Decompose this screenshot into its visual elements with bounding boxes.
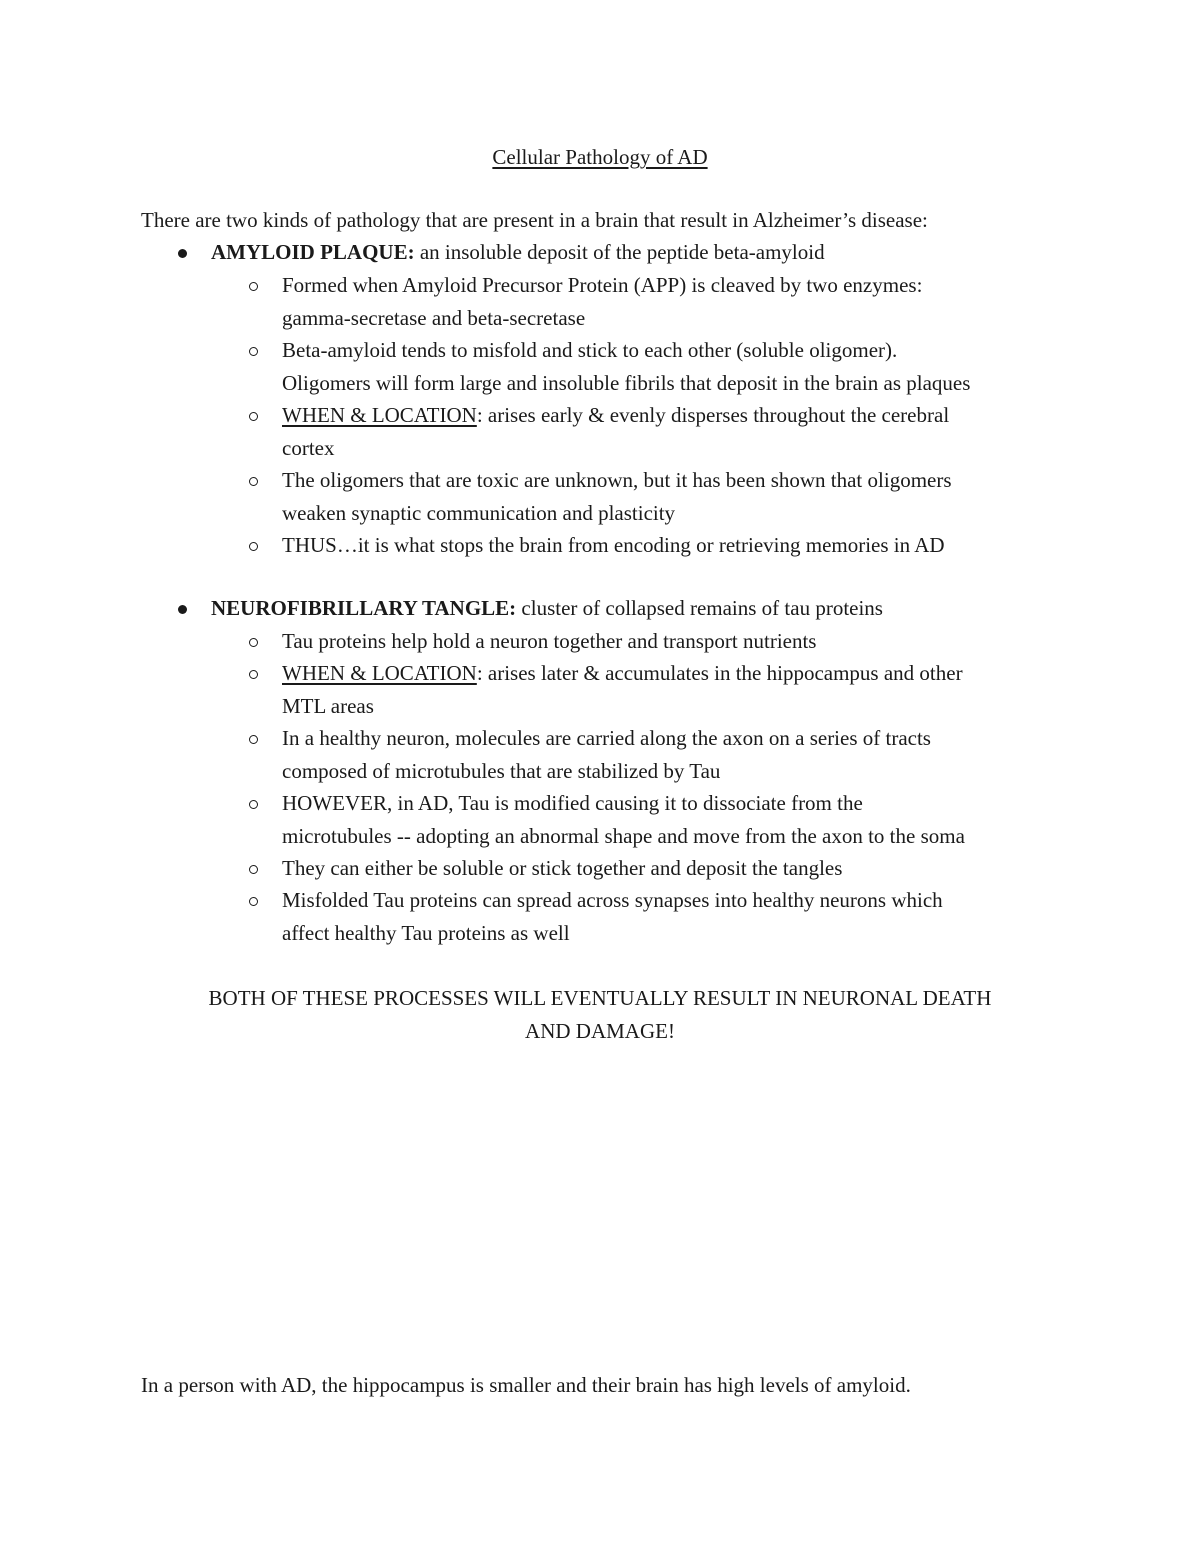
- footer-paragraph: In a person with AD, the hippocampus is smaller and their brain has high levels of amyloid.: [141, 1373, 911, 1397]
- list-item: THUS…it is what stops the brain from encoding or retrieving memories in AD: [282, 529, 1072, 562]
- sub-bullet-circle-icon: [249, 865, 258, 874]
- bullet-heading: AMYLOID PLAQUE:: [211, 240, 415, 264]
- underlined-label: WHEN & LOCATION: [282, 403, 477, 427]
- list-item: Tau proteins help hold a neuron together and transport nutrients: [282, 625, 1072, 658]
- list-item: Beta-amyloid tends to misfold and stick to each other (soluble oligomer). Oligomers will form large and insoluble fibrils that deposit in the brain as plaques: [282, 334, 1072, 399]
- underlined-label: WHEN & LOCATION: [282, 661, 477, 685]
- bullet-dot-icon: [178, 249, 187, 258]
- list-item: HOWEVER, in AD, Tau is modified causing it to dissociate from the microtubules -- adopting an abnormal shape and move from the axon to the soma: [282, 787, 1072, 852]
- sub-bullet-circle-icon: [249, 897, 258, 906]
- closing-statement: BOTH OF THESE PROCESSES WILL EVENTUALLY RESULT IN NEURONAL DEATH AND DAMAGE!: [208, 986, 992, 1043]
- sub-bullet-circle-icon: [249, 800, 258, 809]
- list-item: The oligomers that are toxic are unknown, but it has been shown that oligomers weaken synaptic communication and plasticity: [282, 464, 1072, 529]
- sub-bullet-circle-icon: [249, 412, 258, 421]
- list-item: Misfolded Tau proteins can spread across synapses into healthy neurons which affect healthy Tau proteins as well: [282, 884, 1072, 949]
- sub-bullet-circle-icon: [249, 282, 258, 291]
- bullet-description: cluster of collapsed remains of tau proteins: [516, 596, 883, 620]
- bullet-amyloid-plaque: [211, 238, 1091, 266]
- list-item: WHEN & LOCATION: arises later & accumulates in the hippocampus and other MTL areas: [282, 657, 1072, 722]
- page-title: Cellular Pathology of AD: [492, 145, 708, 169]
- sub-bullet-circle-icon: [249, 477, 258, 486]
- list-item: WHEN & LOCATION: arises early & evenly disperses throughout the cerebral cortex: [282, 399, 1072, 464]
- sub-bullet-circle-icon: [249, 542, 258, 551]
- list-item: They can either be soluble or stick together and deposit the tangles: [282, 852, 1072, 885]
- bullet-dot-icon: [178, 605, 187, 614]
- bullet-description: an insoluble deposit of the peptide beta-amyloid: [414, 240, 825, 264]
- bullet-neurofibrillary-tangle: [211, 594, 1091, 622]
- list-item: In a healthy neuron, molecules are carried along the axon on a series of tracts composed of microtubules that are stabilized by Tau: [282, 722, 1072, 787]
- list-item: Formed when Amyloid Precursor Protein (APP) is cleaved by two enzymes: gamma-secretase and beta-secretase: [282, 269, 1072, 334]
- bullet-heading: NEUROFIBRILLARY TANGLE:: [211, 596, 517, 620]
- sub-bullet-circle-icon: [249, 347, 258, 356]
- sub-bullet-circle-icon: [249, 670, 258, 679]
- intro-paragraph: There are two kinds of pathology that are present in a brain that result in Alzheimer’s disease:: [141, 208, 928, 232]
- sub-bullet-circle-icon: [249, 638, 258, 647]
- sub-bullet-circle-icon: [249, 735, 258, 744]
